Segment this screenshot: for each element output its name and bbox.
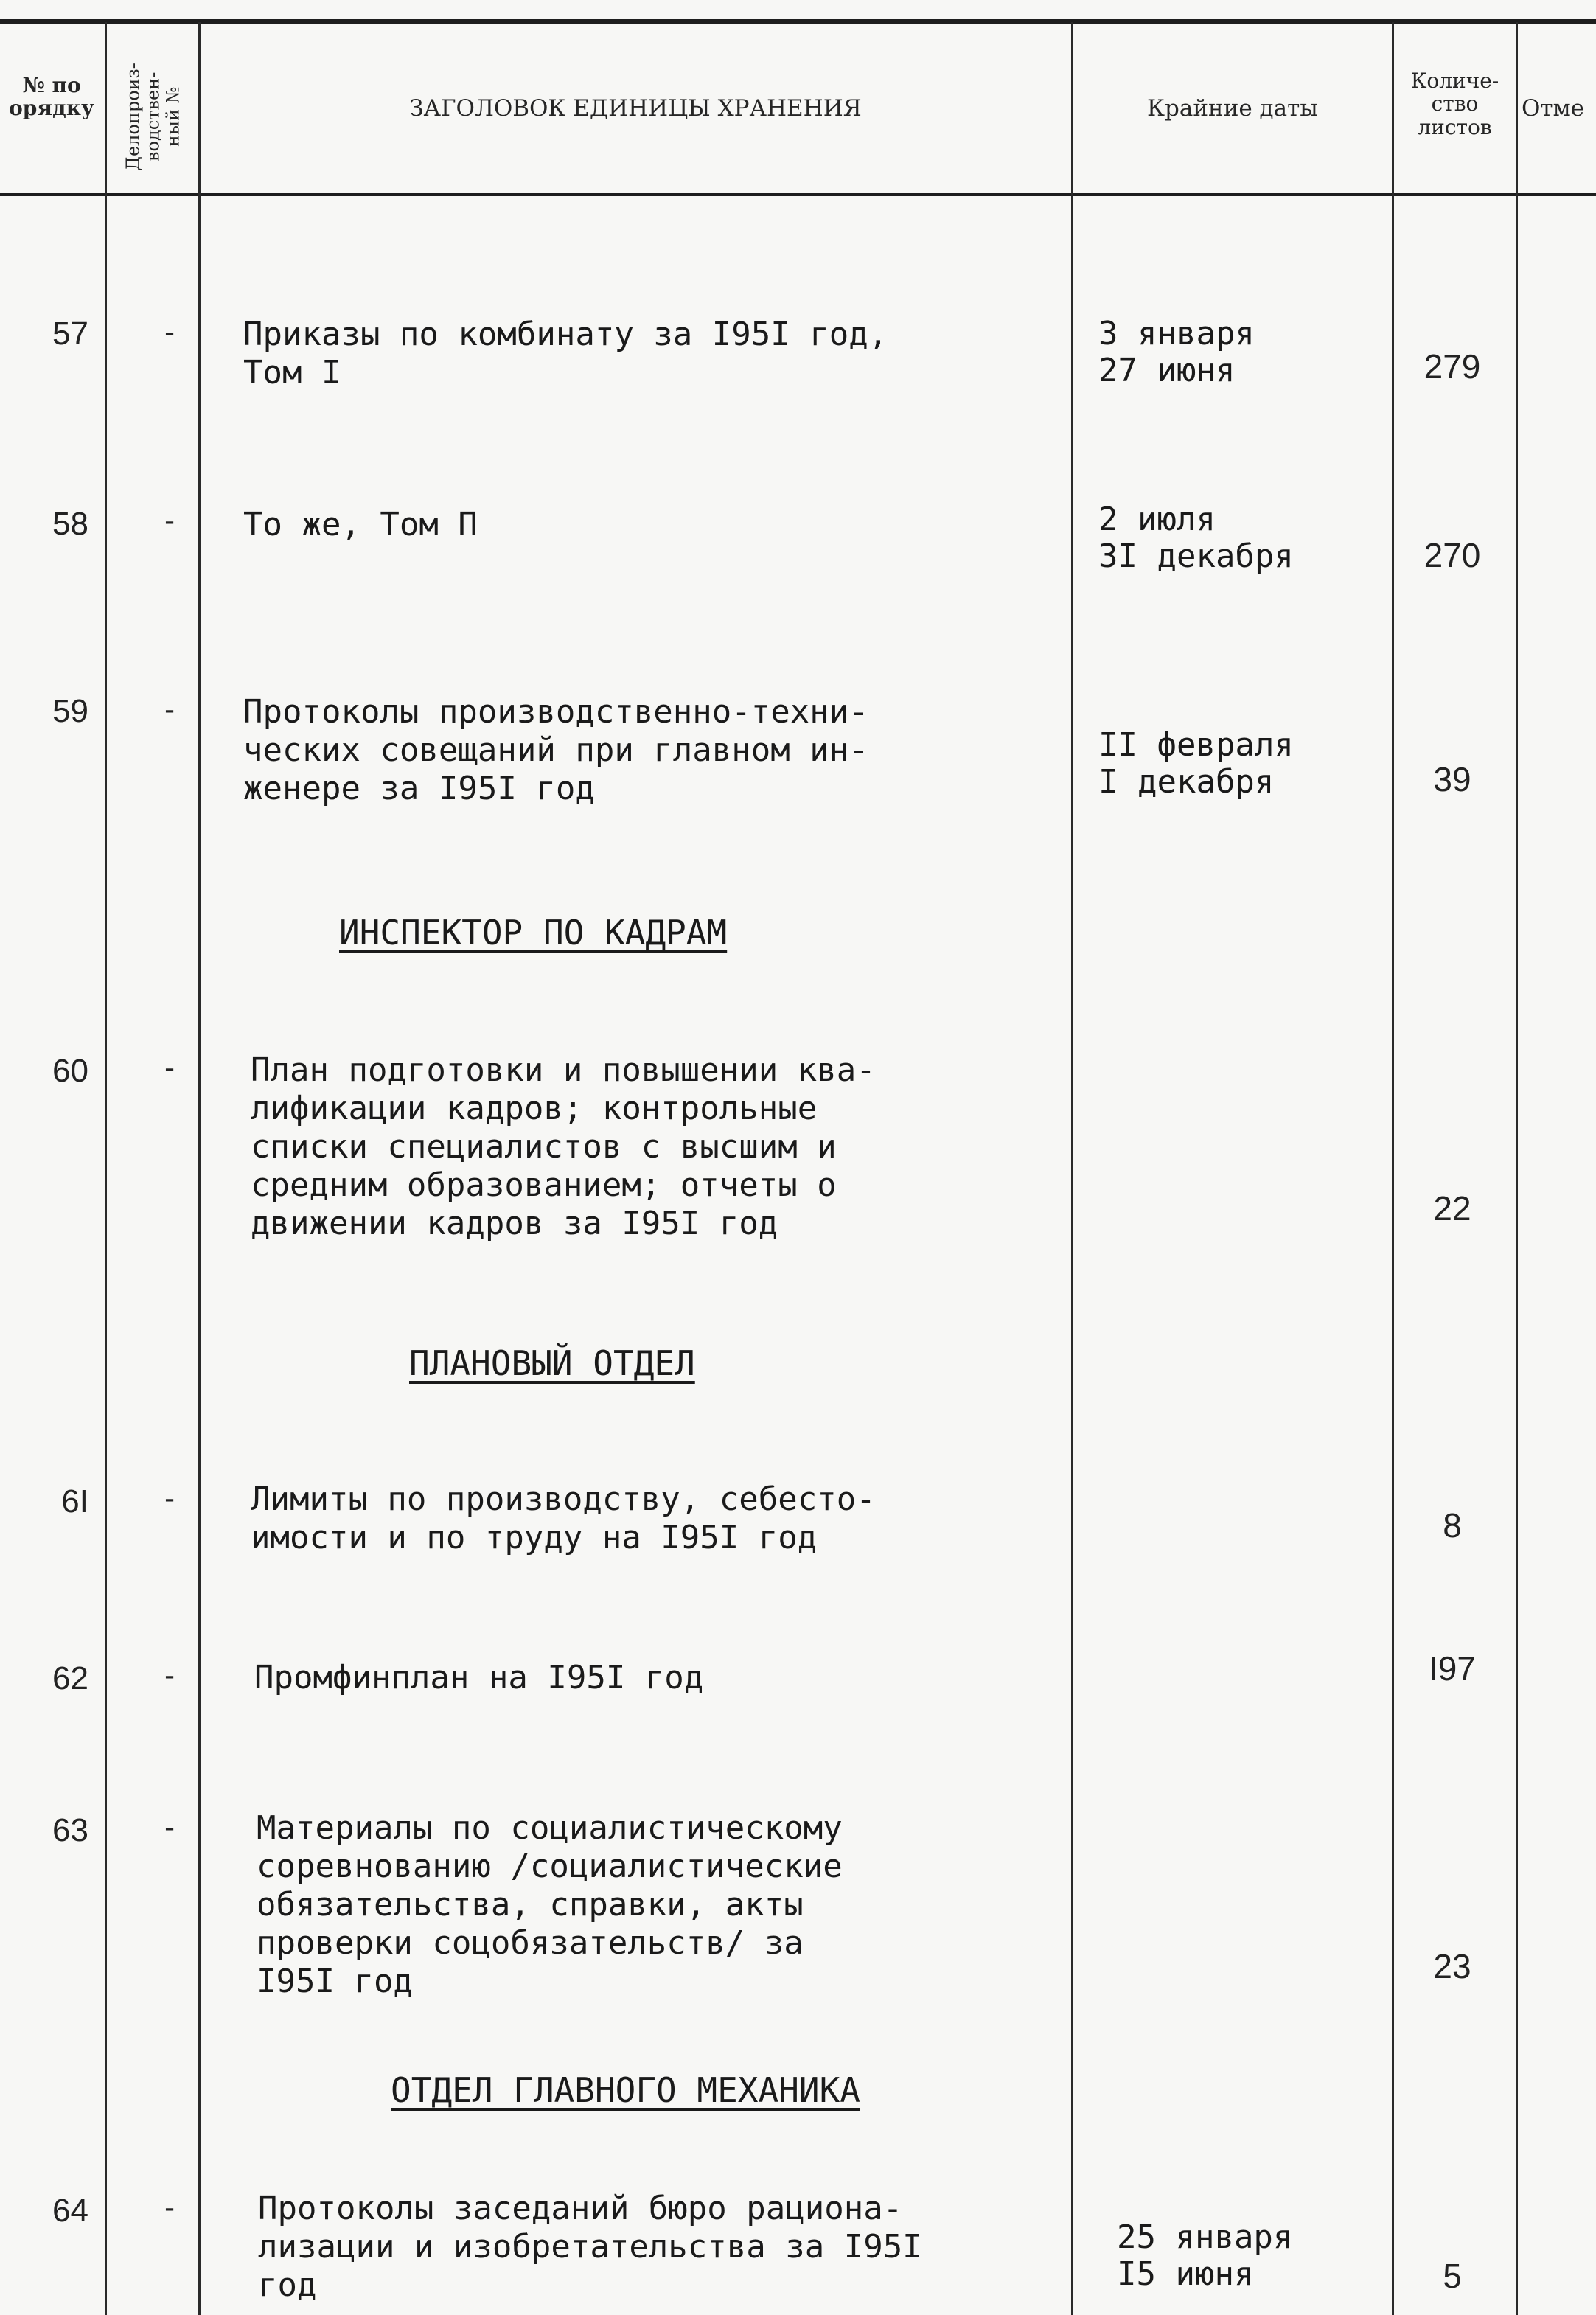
row-number: 63 (52, 1812, 88, 1848)
row-number: 59 (52, 693, 88, 729)
row-dates: 2 июля 3I декабря (1098, 501, 1294, 575)
column-divider-5 (1516, 22, 1518, 2315)
row-office-number: - (161, 1811, 179, 1845)
row-title: Материалы по социалистическому соревнованию /социалистические обязательства, справки, акты проверки соцобязательств/ за I95I год (257, 1809, 843, 2000)
section-heading-chief-mechanic-department: ОТДЕЛ ГЛАВНОГО МЕХАНИКА (391, 2070, 860, 2110)
column-divider-1 (105, 22, 107, 2315)
row-number: 60 (52, 1053, 88, 1089)
section-heading-planning-department: ПЛАНОВЫЙ ОТДЕЛ (409, 1343, 695, 1383)
row-office-number: - (161, 693, 179, 727)
row-number: 58 (52, 506, 88, 542)
row-number: 57 (52, 316, 88, 352)
row-office-number: - (161, 2191, 179, 2225)
row-dates: 25 января I5 июня (1117, 2218, 1293, 2293)
row-title: План подготовки и повышении ква- лификации кадров; контрольные списки специалистов с высшим и средним образованием; отчеты о движении кадров за I95I год (251, 1051, 876, 1242)
section-heading-hr-inspector: ИНСПЕКТОР ПО КАДРАМ (339, 913, 728, 953)
row-sheets: 8 (1443, 1506, 1462, 1545)
top-border-line (0, 19, 1596, 24)
row-sheets: 23 (1433, 1947, 1471, 1985)
row-title: Промфинплан на I95I год (254, 1659, 704, 1696)
header-office-number: Делопроиз- водствен- ный № (122, 63, 184, 171)
row-office-number: - (161, 1659, 179, 1693)
header-number: № по орядку (9, 73, 94, 121)
header-bottom-line (0, 193, 1596, 196)
row-dates: 3 января 27 июня (1098, 315, 1255, 389)
row-sheets: 5 (1443, 2257, 1462, 2295)
row-sheets: 39 (1433, 760, 1471, 798)
row-office-number: - (161, 1051, 179, 1085)
header-title: ЗАГОЛОВОК ЕДИНИЦЫ ХРАНЕНИЯ (409, 95, 862, 122)
row-sheets: I97 (1429, 1649, 1476, 1688)
row-title: Лимиты по производству, себесто- имости и по труду на I95I год (251, 1480, 876, 1556)
row-sheets: 22 (1433, 1189, 1471, 1228)
header-dates: Крайние даты (1147, 95, 1318, 122)
row-number: 62 (52, 1660, 88, 1696)
row-title: Протоколы заседаний бюро рациона- лизации и изобретательства за I95I год (258, 2190, 922, 2304)
row-sheets: 270 (1423, 536, 1481, 574)
row-office-number: - (161, 316, 179, 349)
row-title: Приказы по комбинату за I95I год, Том I (243, 316, 888, 391)
row-sheets: 279 (1423, 347, 1481, 386)
row-number: 6I (61, 1483, 88, 1519)
row-title: Протоколы производственно-техни- ческих совещаний при главном ин- женере за I95I год (243, 693, 868, 807)
row-office-number: - (161, 504, 179, 538)
row-office-number: - (161, 1482, 179, 1516)
row-title: То же, Том П (243, 506, 478, 543)
header-sheets: Количе- ство листов (1410, 69, 1499, 139)
row-dates: II февраля I декабря (1098, 726, 1294, 801)
column-divider-4 (1392, 22, 1394, 2315)
row-number: 64 (52, 2193, 88, 2229)
header-notes: Отме (1522, 95, 1585, 122)
column-divider-2 (198, 22, 201, 2315)
